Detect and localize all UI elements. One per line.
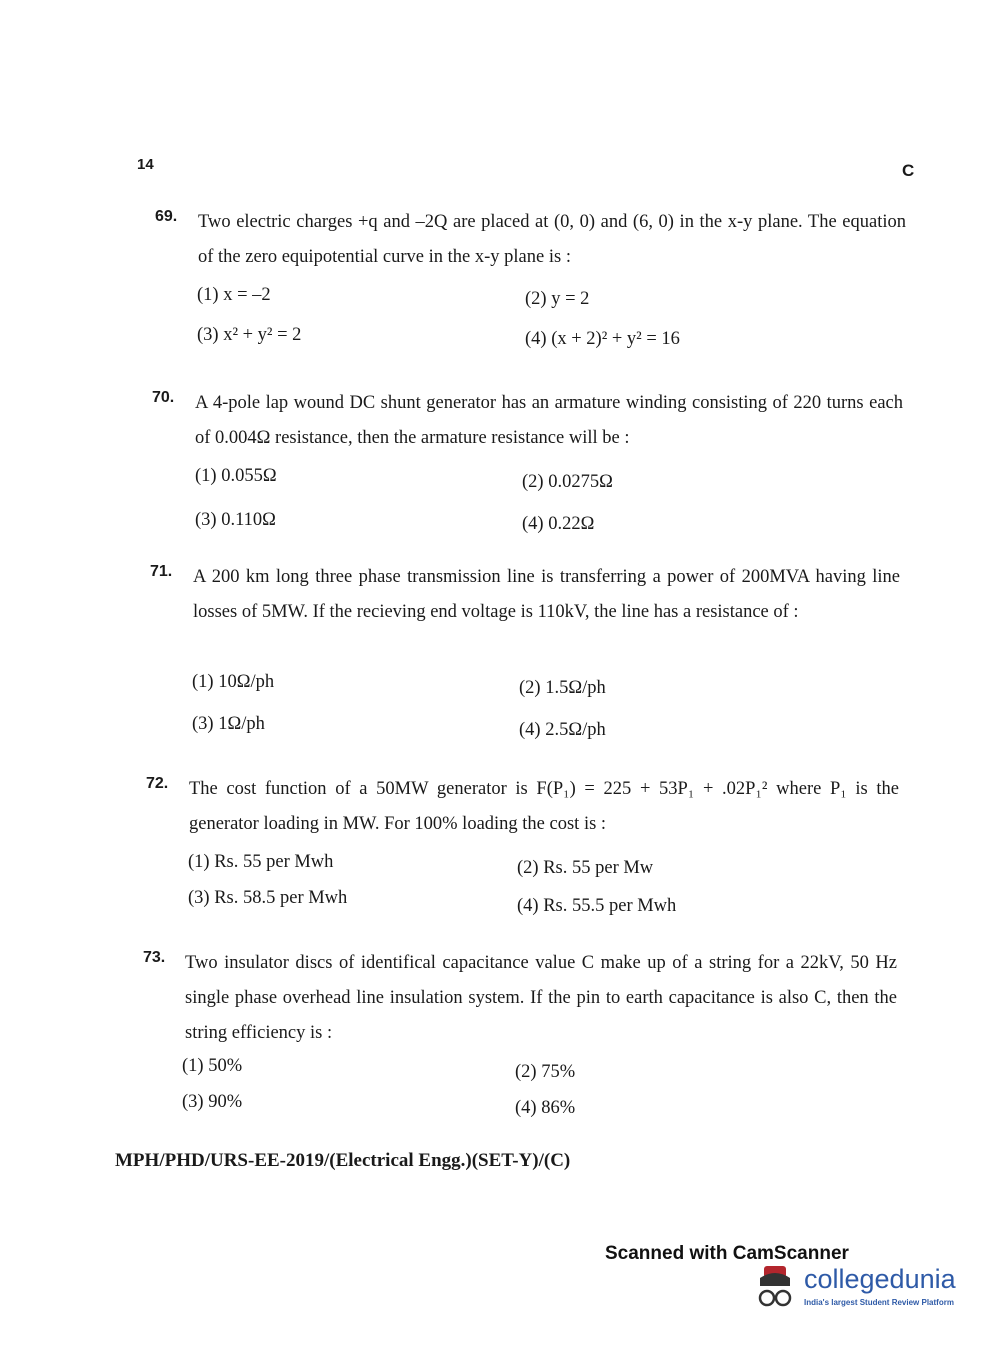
brand-tagline: India's largest Student Review Platform: [804, 1298, 954, 1307]
option-1: (1) 0.055Ω: [195, 466, 277, 486]
option-2: (2) 1.5Ω/ph: [519, 678, 606, 698]
question-text: The cost function of a 50MW generator is F(P₁) = 225 + 53P₁ + .02P₁² where P₁ is the generator loading in MW. For 100% loading the cost is :: [189, 779, 899, 834]
option-3: (3) 1Ω/ph: [192, 714, 265, 734]
set-code: C: [902, 161, 915, 180]
scanned-with-text: Scanned with CamScanner: [605, 1243, 849, 1264]
option-1: (1) x = –2: [197, 285, 271, 305]
option-2: (2) 75%: [515, 1062, 576, 1082]
option-1: (1) 50%: [182, 1056, 243, 1076]
question-number: 73.: [143, 949, 166, 966]
collegedunia-brand: [750, 1262, 980, 1322]
page-number: 14: [137, 156, 154, 173]
question-number: 69.: [155, 208, 178, 225]
option-4: (4) (x + 2)² + y² = 16: [525, 329, 680, 349]
footer-code: MPH/PHD/URS-EE-2019/(Electrical Engg.)(SET-Y)/(C): [115, 1150, 571, 1171]
question-text: A 200 km long three phase transmission line is transferring a power of 200MVA having line losses of 5MW. If the recieving end voltage is 110kV, the line has a resistance of :: [193, 567, 900, 622]
option-2: (2) y = 2: [525, 289, 590, 309]
brand-name: collegedunia: [804, 1264, 956, 1294]
option-3: (3) 90%: [182, 1092, 243, 1112]
option-3: (3) x² + y² = 2: [197, 325, 302, 345]
option-3: (3) Rs. 58.5 per Mwh: [188, 888, 348, 908]
option-4: (4) 86%: [515, 1098, 576, 1118]
question-text: A 4-pole lap wound DC shunt generator has an armature winding consisting of 220 turns each of 0.004Ω resistance, then the armature resistance will be :: [195, 393, 903, 448]
question-text: Two insulator discs of identifical capacitance value C make up of a string for a 22kV, 50 Hz single phase overhead line insulation system. If the pin to earth capacitance is also C, then the string efficiency is :: [185, 953, 897, 1043]
option-4: (4) 0.22Ω: [522, 514, 595, 534]
option-2: (2) 0.0275Ω: [522, 472, 613, 492]
question-number: 70.: [152, 389, 175, 406]
collegedunia-logo-icon: [750, 1264, 800, 1314]
option-2: (2) Rs. 55 per Mw: [517, 858, 654, 878]
option-1: (1) 10Ω/ph: [192, 672, 275, 692]
option-4: (4) 2.5Ω/ph: [519, 720, 606, 740]
question-number: 72.: [146, 775, 169, 792]
option-4: (4) Rs. 55.5 per Mwh: [517, 896, 677, 916]
question-text: Two electric charges +q and –2Q are placed at (0, 0) and (6, 0) in the x-y plane. The equation of the zero equipotential curve in the x-y plane is :: [198, 212, 906, 267]
option-3: (3) 0.110Ω: [195, 510, 276, 530]
option-1: (1) Rs. 55 per Mwh: [188, 852, 334, 872]
question-number: 71.: [150, 563, 173, 580]
